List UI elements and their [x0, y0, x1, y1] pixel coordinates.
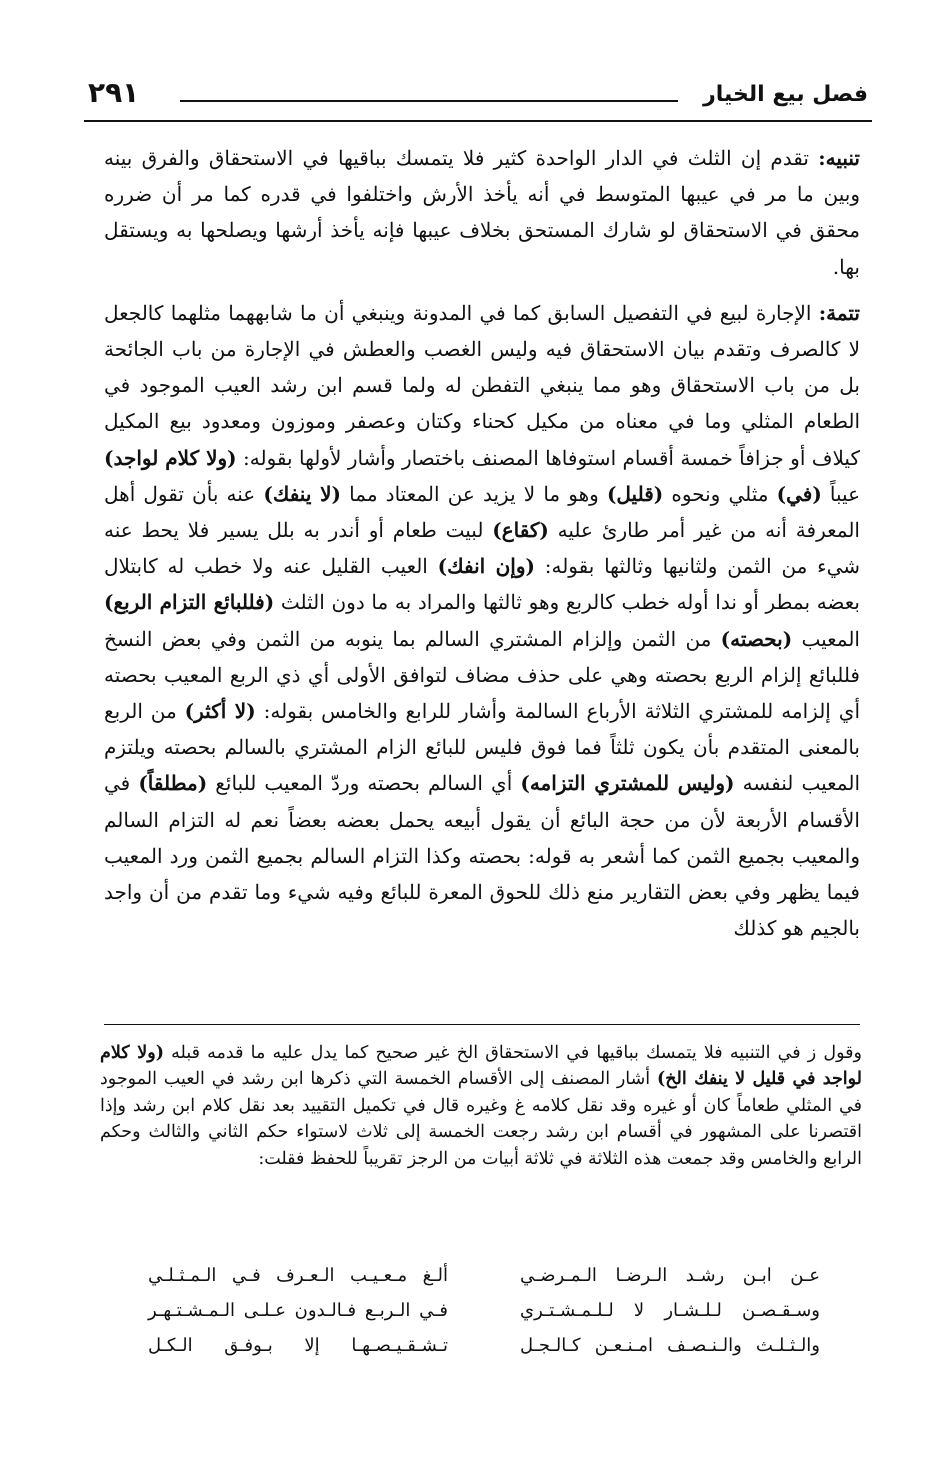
verse-second-hemistich: ألـغ مـعـيـب الـعـرف فـي الـمـثـلـي: [148, 1265, 448, 1286]
matn-quote: (لا ينفك): [263, 481, 342, 506]
matn-quote: (قليل): [606, 481, 664, 506]
matn-quote: (كقاع): [492, 518, 549, 543]
paragraph-label: تنبيه:: [818, 146, 860, 170]
poem-verses: [148, 1258, 820, 1363]
page-number: ٢٩١: [88, 76, 140, 109]
text-run: أي السالم بحصته وردّ المعيب للبائع: [207, 771, 521, 796]
poem-line: [148, 1328, 820, 1363]
footnote-separator: [104, 1024, 860, 1025]
matn-quote: (وليس للمشتري التزامه): [520, 771, 735, 796]
paragraph-tanbih: [104, 140, 860, 285]
poem-line: [148, 1258, 820, 1293]
verse-first-hemistich: عـن ابـن رشـد الـرضـا الـمـرضـي: [520, 1265, 820, 1286]
text-run: عيباً: [821, 481, 861, 506]
matn-quote: (مطلقاً): [138, 771, 208, 796]
matn-quote: (ولا كلام لواجد): [104, 445, 237, 470]
verse-first-hemistich: وسـقـصـن لـلـشـار لا لـلـمـشـتـري: [520, 1300, 820, 1321]
verse-first-hemistich: والـثـلـث والـنـصـف امـنـعـن كـالـجـل: [520, 1335, 820, 1356]
text-run: من الربع بالمعنى المتقدم بأن يكون ثلثاً فما فوق فليس للبائع الزام المشتري بالسالم بحصته ويلتزم المعيب لنفسه: [104, 699, 861, 796]
matn-quote: (لا أكثر): [184, 699, 256, 724]
verse-second-hemistich: تـشـقـيـصـهـا إلا بـوفـق الـكـل: [148, 1335, 448, 1356]
text-run: وهو ما لا يزيد عن المعتاد مما: [341, 481, 607, 506]
header-rule: [180, 100, 678, 102]
text-run: وقول ز في التنبيه فلا يتمسك بباقيها في الاستحقاق الخ غير صحيح كما يدل عليه ما قدمه قبله: [164, 1043, 862, 1063]
main-text: [104, 140, 860, 946]
page-header: [88, 76, 868, 120]
poem-line: [148, 1293, 820, 1328]
text-run: لبيت طعام أو أندر به بلل يسير فلا يحط عنه شيء من الثمن ولثانيها وثالثها بقوله:: [104, 518, 860, 579]
paragraph-text: تقدم إن الثلث في الدار الواحدة كثير فلا يتمسك بباقيها في الاستحقاق والفرق بينه وبين ما مر في عيبها المتوسط في أنه يأخذ الأرش واختلفوا في قدره كما مر أن ضرره محقق في الاستحقاق لو شارك المستحق بخلاف عيبها فإنه يأخذ أرشها ويصلحها به ويستقل بها.: [104, 146, 860, 279]
paragraph-tatimma: [104, 295, 860, 947]
matn-quote: (فللبائع التزام الربع): [104, 590, 275, 615]
verse-second-hemistich: فـي الـربـع فـالـدون عـلـى الـمـشـتـهـر: [148, 1300, 448, 1321]
text-run: العيب القليل عنه ولا خطب له كابتلال بعضه بمطر أو ندا أوله خطب كالربع وهو ثالثها والمراد به ما دون الثلث: [104, 554, 860, 615]
text-run: من الثمن وإلزام المشتري السالم بما ينوبه من الثمن وفي بعض النسخ فللبائع إلزام الربع بحصته وهي على حذف مضاف لتوافق الأولى أي ذي الربع المعيب بحصته أي إلزامه للمشتري الثلاثة الأرباع السالمة وأشار للرابع والخامس بقوله:: [104, 626, 860, 724]
chapter-title: فصل بيع الخيار: [703, 82, 868, 107]
matn-quote: (ولا كلام لواجد في قليل لا ينفك الخ): [100, 1043, 862, 1090]
text-run: أشار المصنف إلى الأقسام الخمسة التي ذكرها ابن رشد في العيب الموجود في المثلي طعاماً كان أو غيره وقد نقل كلامه غ وغيره قال في تكميل التقييد بعد نقل كلام ابن رشد وإذا اقتصرنا على المشهور في أقسام ابن رشد رجعت الخمسة إلى ثلاث لاستواء حكم الثاني والثالث وحكم الرابع والخامس وقد جمعت هذه الثلاثة في ثلاثة أبيات من الرجز تقريباً للحفظ فقلت:: [100, 1069, 862, 1169]
footnote: [100, 1040, 862, 1172]
paragraph-label: تتمة:: [818, 300, 860, 325]
text-run: عنه بأن تقول أهل المعرفة أنه من غير أمر طارئ عليه: [104, 481, 860, 543]
matn-quote: (وإن انفك): [437, 554, 535, 579]
header-underline: [84, 120, 872, 122]
text-run: في الأقسام الأربعة لأن من حجة البائع أن يقول أبيعه يحمل بعضه بعضاً نعم له التزام السالم والمعيب بجميع الثمن كما أشعر به قوله: بحصته وكذا التزام السالم بجميع الثمن ورد المعيب فيما يظهر وفي بعض التقارير منع ذلك للحوق المعرة للبائع وفيه شيء وما تقدم من أن واجد بالجيم هو كذلك: [104, 771, 860, 941]
matn-quote: (بحصته): [720, 626, 793, 651]
text-run: الإجارة لبيع في التفصيل السابق كما في المدونة وينبغي أن ما شابههما مثلهما كالجعل لا كالصرف وتقدم بيان الاستحقاق فيه وليس الغصب والعطش في الإجارة من باب الجائحة بل من باب الاستحقاق وهو مما ينبغي التفطن له ولما قسم ابن رشد العيب الموجود في الطعام المثلي وما في معناه من مكيل كحناء وكتان وعصفر وموزون ومعدود بيع المكيل كيلاف أو جزافاً خمسة أقسام استوفاها المصنف باختصار وأشار لأولها بقوله:: [104, 300, 860, 470]
footnote-paragraph: [100, 1040, 862, 1172]
text-run: مثلي ونحوه: [663, 481, 777, 506]
text-run: المعيب: [792, 626, 860, 651]
matn-quote: (في): [776, 481, 822, 506]
